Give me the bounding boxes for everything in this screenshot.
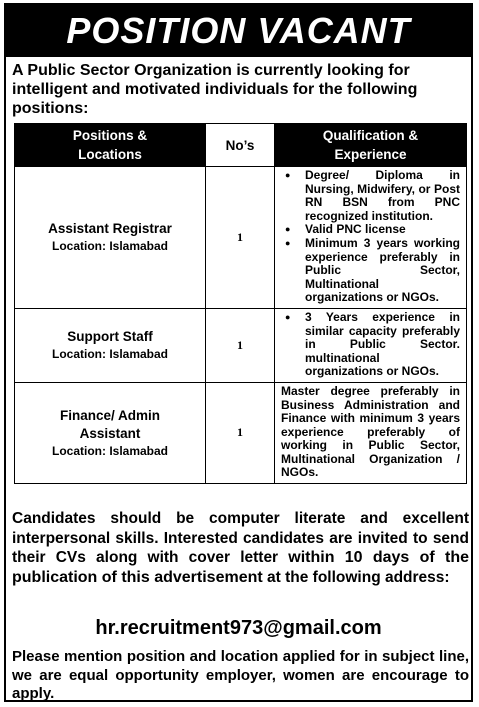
header-nos: No’s [206,124,275,167]
positions-table [14,123,467,484]
qualification-list [281,169,460,305]
qualification-item: ● Valid PNC license [281,223,460,237]
header-positions [15,124,206,167]
position-count: 1 [206,308,275,382]
position-cell [15,308,206,382]
qualification-text: Master degree preferably in Business Administration and Finance with minimum 3 years experience preferably of working in Public Sector, Multinational Organization / NGOs. [275,382,467,483]
header-positions-line2: Locations [78,147,142,162]
table-row [15,167,467,309]
closing-text [12,509,469,587]
closing-part1: Candidates should be computer literate and excellent interpersonal skills. Interested candidates are invited to send their CVs along with cover letter [12,510,469,566]
table-header-row [15,124,467,167]
position-count: 1 [206,167,275,309]
position-title-line1: Finance/ Admin [59,407,160,423]
table-row [15,382,467,483]
qualification-item: ● 3 Years experience in similar capacity preferably in Public Sector. multinational organizations or NGOs. [281,311,460,379]
qualification-cell [275,308,467,382]
position-location: Location: Islamabad [51,347,169,362]
header-qualification-line1: Qualification & [322,128,419,143]
intro-text: A Public Sector Organization is currently looking for intelligent and motivated individuals for the following positions: [12,62,418,117]
contact-email: hr.recruitment973@gmail.com [95,617,382,639]
header-positions-line1: Positions & [72,128,148,143]
job-advertisement [4,3,473,702]
page-title: POSITION VACANT [6,5,471,57]
qualification-cell [275,167,467,309]
table-row [15,308,467,382]
closing-part2: at the following address: [262,568,450,586]
position-cell [15,167,206,309]
position-title-line2: Assistant [79,425,141,441]
closing-deadline: within 10 days of the publication of this advertisement [12,549,469,586]
position-title: Support Staff [67,329,153,345]
position-location: Location: Islamabad [51,239,169,254]
header-qualification [275,124,467,167]
position-location: Location: Islamabad [51,443,169,458]
qualification-item: ● Minimum 3 years working experience preferably in Public Sector, Multinational organizations or NGOs. [281,237,460,305]
header-qualification-line2: Experience [334,147,407,162]
qualification-list [281,311,460,379]
position-title: Assistant Registrar [48,221,172,237]
qualification-item: ● Degree/ Diploma in Nursing, Midwifery, or Post RN BSN from PNC recognized institution. [281,169,460,223]
position-count: 1 [206,382,275,483]
closing-note: Please mention position and location applied for in subject line, we are equal opportunity employer, women are encourage to apply. [12,648,469,702]
position-cell [15,382,206,483]
